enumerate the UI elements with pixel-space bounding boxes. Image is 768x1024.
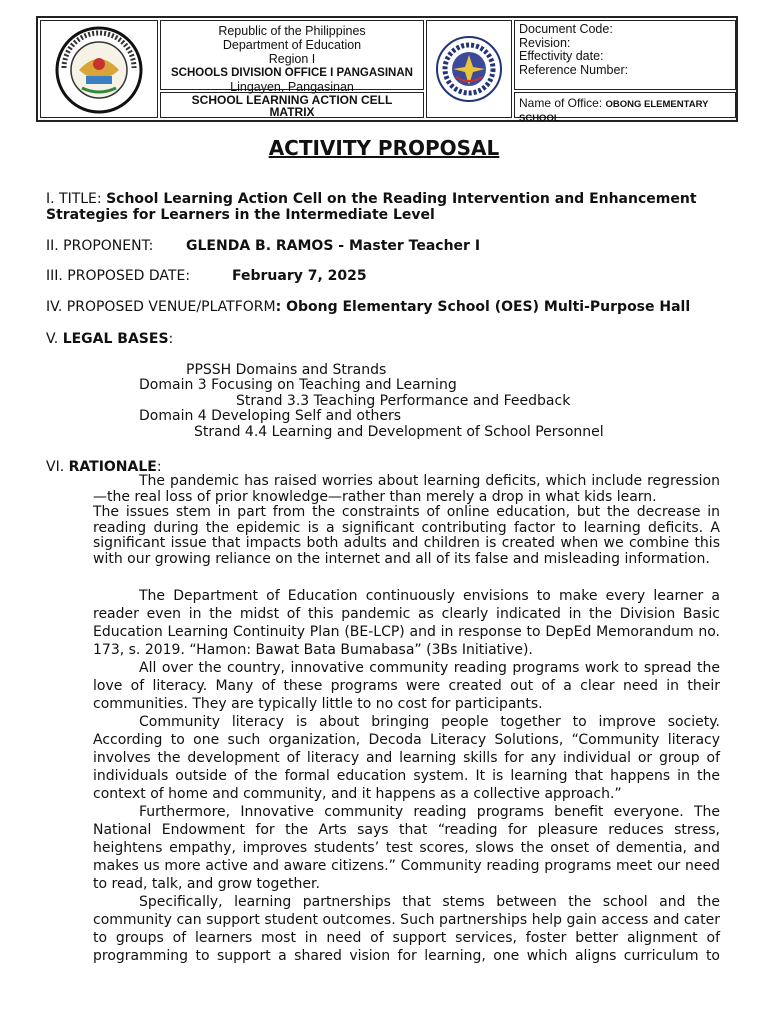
republic-text: Republic of the Philippines <box>218 24 366 38</box>
doc-code-label: Document Code: <box>519 22 613 36</box>
location-text: Lingayen, Pangasinan <box>230 80 354 94</box>
legal-item: PPSSH Domains and Strands <box>186 362 387 378</box>
department-text: Department of Education <box>222 38 362 52</box>
legal-num: V. <box>46 331 63 347</box>
rationale-paragraph: Community literacy is about bringing people together to improve society. According to one such organization, Decoda Literacy Solutions, “Community literacy involves the development of literacy and learning skills for any individual or group of individuals outside of the formal education system. It is learning that happens in the context of home and community, and it happens as a collective approach.” <box>93 714 720 802</box>
reference-label: Reference Number: <box>519 62 629 77</box>
rationale-paragraph: The pandemic has raised worries about learning deficits, which include regression—the real loss of prior knowledge—rather than merely a drop in what kids learn. <box>93 473 720 505</box>
legal-item: Domain 4 Developing Self and others <box>139 408 402 424</box>
proponent-value: GLENDA B. RAMOS - Master Teacher I <box>186 238 481 254</box>
matrix-line2: MATRIX <box>269 105 315 119</box>
venue-section <box>46 299 690 315</box>
region-text: Region I <box>268 52 316 66</box>
date-value: February 7, 2025 <box>232 268 367 284</box>
rationale-paragraph: Furthermore, Innovative community reading programs benefit everyone. The National Endowment for the Arts says that “reading for pleasure reduces stress, heightens empathy, improves students’ test scores, slows the onset of dementia, and makes us more active and aware citizens.” Community reading programs meet our need to read, talk, and grow together. <box>93 804 720 892</box>
venue-value: : Obong Elementary School (OES) Multi-Purpose Hall <box>275 299 691 315</box>
rationale-colon: : <box>156 459 162 475</box>
office-value-2: SCHOOL <box>519 113 560 124</box>
date-label: III. PROPOSED DATE: <box>46 268 191 284</box>
division-seal-logo <box>46 26 152 114</box>
venue-label: IV. PROPOSED VENUE/PLATFORM <box>46 299 276 315</box>
title-section <box>46 191 697 207</box>
legal-item: Domain 3 Focusing on Teaching and Learning <box>139 377 457 393</box>
office-value-1: OBONG ELEMENTARY <box>605 99 709 110</box>
agency-cell <box>160 20 424 94</box>
rationale-block-1 <box>93 474 720 567</box>
office-label: Name of Office: <box>519 96 603 110</box>
legal-label: LEGAL BASES <box>62 331 169 347</box>
title-label: I. TITLE: <box>46 191 107 207</box>
rationale-paragraph: The Department of Education continuously envisions to make every learner a reader even in the midst of this pandemic as clearly indicated in the Division Basic Education Learning Continuity Plan (BE-LCP) and in response to DepEd Memorandum no. 173, s. 2019. “Hamon: Bawat Bata Bumabasa” (3Bs Initiative). <box>93 588 720 658</box>
title-line2: Strategies for Learners in the Intermediate Level <box>46 207 435 223</box>
matrix-cell <box>160 92 424 118</box>
legal-item: Strand 3.3 Teaching Performance and Feedback <box>236 393 571 409</box>
rationale-paragraph: All over the country, innovative community reading programs work to spread the love of literacy. Many of these programs were created out of a clear need in their communities. They are typically little to no cost for participants. <box>93 660 720 712</box>
legal-heading <box>46 331 173 347</box>
division-text: SCHOOLS DIVISION OFFICE I PANGASINAN <box>171 67 413 79</box>
effectivity-label: Effectivity date: <box>519 49 604 63</box>
division-seal-cell <box>40 20 158 118</box>
legal-item: Strand 4.4 Learning and Development of School Personnel <box>194 424 604 440</box>
deped-seal-cell <box>426 20 512 118</box>
rationale-block-2 <box>93 587 720 965</box>
title-line1: School Learning Action Cell on the Reading Intervention and Enhancement <box>106 191 697 207</box>
proponent-label: II. PROPONENT: <box>46 238 154 254</box>
rationale-paragraph: Specifically, learning partnerships that stems between the school and the community can support student outcomes. Such partnerships help gain access and cater to groups of learners most in need of support services, foster better alignment of programming to support a shared vision for learning, one which aligns curriculum to <box>93 894 720 964</box>
matrix-line1: SCHOOL LEARNING ACTION CELL <box>191 93 393 107</box>
rationale-num: VI. <box>46 459 69 475</box>
office-cell <box>514 92 736 124</box>
header-table <box>36 16 738 122</box>
rationale-label: RATIONALE <box>68 459 157 475</box>
page-title: ACTIVITY PROPOSAL <box>268 136 500 160</box>
deped-seal-logo <box>432 35 506 103</box>
document-info-cell <box>514 20 736 90</box>
revision-label: Revision: <box>519 35 571 50</box>
rationale-paragraph: The issues stem in part from the constraints of online education, but the decrease in reading during the epidemic is a significant contributing factor to learning deficits. A significant issue that impacts both adults and children is created when we combine this with our growing reliance on the internet and all of its false and misleading information. <box>93 504 720 567</box>
legal-colon: : <box>168 331 174 347</box>
